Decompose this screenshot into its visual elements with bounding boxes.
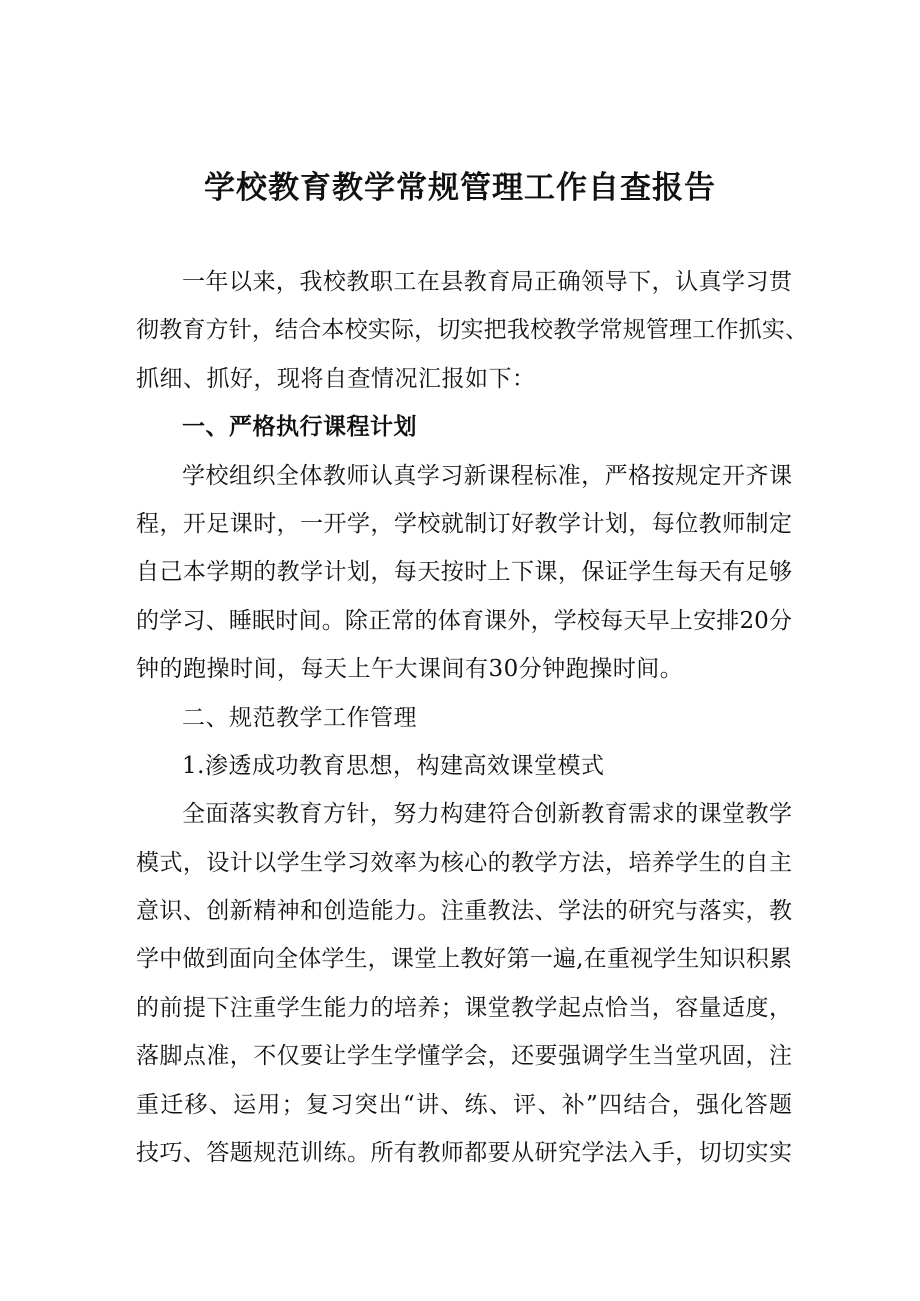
paragraph-line: 一年以来，我校教职工在县教育局正确领导下，认真学习贯	[182, 269, 792, 295]
paragraph-line: 技巧、答题规范训练。所有教师都要从研究学法入手，切切实实	[136, 1140, 792, 1166]
paragraph-line: 的学习、睡眠时间。除正常的体育课外，学校每天早上安排20分	[136, 608, 792, 634]
paragraph-line: 钟的跑操时间，每天上午大课间有30分钟跑操时间。	[136, 656, 684, 682]
section-heading: 二、规范教学工作管理	[182, 705, 417, 731]
paragraph-line: 意识、创新精神和创造能力。注重教法、学法的研究与落实，教	[136, 898, 792, 924]
paragraph-line: 模式，设计以学生学习效率为核心的教学方法，培养学生的自主	[136, 850, 792, 876]
subsection-heading: 1.渗透成功教育思想，构建高效课堂模式	[182, 753, 605, 779]
paragraph-line: 程，开足课时，一开学，学校就制订好教学计划，每位教师制定	[136, 511, 792, 537]
paragraph-line: 自己本学期的教学计划，每天按时上下课，保证学生每天有足够	[136, 559, 792, 585]
paragraph-line: 落脚点准，不仅要让学生学懂学会，还要强调学生当堂巩固，注	[136, 1043, 792, 1069]
document-title: 学校教育教学常规管理工作自查报告	[204, 170, 716, 206]
paragraph-line: 全面落实教育方针，努力构建符合创新教育需求的课堂教学	[182, 801, 792, 827]
paragraph-line: 重迁移、运用；复习突出“讲、练、评、补”四结合，强化答题	[136, 1092, 792, 1118]
paragraph-line: 的前提下注重学生能力的培养；课堂教学起点恰当，容量适度，	[136, 995, 792, 1021]
section-heading: 一、严格执行课程计划	[182, 414, 417, 440]
paragraph-line: 学校组织全体教师认真学习新课程标准，严格按规定开齐课	[182, 463, 792, 489]
paragraph-line: 抓细、抓好，现将自查情况汇报如下：	[136, 366, 536, 392]
paragraph-line: 彻教育方针，结合本校实际，切实把我校教学常规管理工作抓实、	[136, 317, 808, 343]
paragraph-line: 学中做到面向全体学生，课堂上教好第一遍,在重视学生知识积累	[136, 946, 792, 972]
